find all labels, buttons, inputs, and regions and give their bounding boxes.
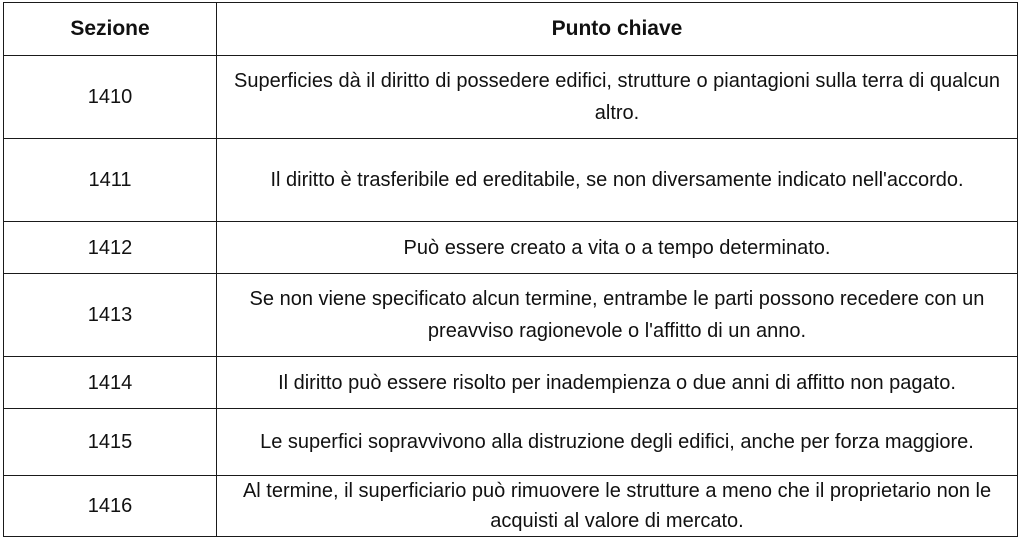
section-number: 1416 — [4, 476, 217, 537]
section-number: 1415 — [4, 409, 217, 476]
table-row — [4, 409, 1018, 476]
section-number: 1410 — [4, 56, 217, 139]
header-key-point: Punto chiave — [217, 3, 1018, 56]
table-row — [4, 274, 1018, 357]
section-number: 1411 — [4, 139, 217, 222]
header-row — [4, 3, 1018, 56]
table-row — [4, 476, 1018, 537]
key-point-text: Superficies dà il diritto di possedere edifici, strutture o piantagioni sulla terra di qualcun altro. — [217, 56, 1018, 139]
key-point-text: Il diritto è trasferibile ed ereditabile, se non diversamente indicato nell'accordo. — [217, 139, 1018, 222]
section-number: 1412 — [4, 222, 217, 274]
table-row — [4, 56, 1018, 139]
key-point-text: Al termine, il superficiario può rimuovere le strutture a meno che il proprietario non le acquisti al valore di mercato. — [217, 476, 1018, 537]
section-number: 1414 — [4, 357, 217, 409]
key-point-text: Le superfici sopravvivono alla distruzione degli edifici, anche per forza maggiore. — [217, 409, 1018, 476]
key-point-text: Il diritto può essere risolto per inadempienza o due anni di affitto non pagato. — [217, 357, 1018, 409]
table-row — [4, 357, 1018, 409]
header-section: Sezione — [4, 3, 217, 56]
table-row — [4, 222, 1018, 274]
key-point-text: Può essere creato a vita o a tempo determinato. — [217, 222, 1018, 274]
key-point-text: Se non viene specificato alcun termine, entrambe le parti possono recedere con un preavviso ragionevole o l'affitto di un anno. — [217, 274, 1018, 357]
table-row — [4, 139, 1018, 222]
sections-table — [3, 2, 1018, 537]
section-number: 1413 — [4, 274, 217, 357]
